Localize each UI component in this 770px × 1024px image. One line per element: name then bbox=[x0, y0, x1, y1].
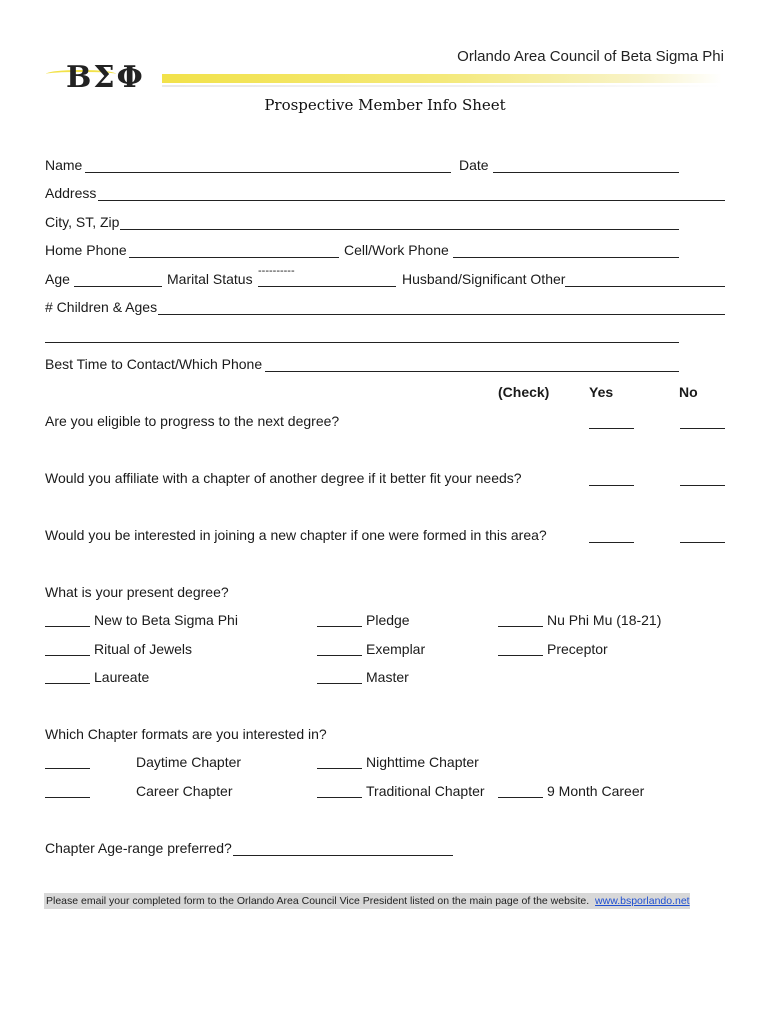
format-nighttime-blank[interactable] bbox=[317, 768, 362, 769]
format-traditional-blank[interactable] bbox=[317, 797, 362, 798]
logo-gray-bar bbox=[162, 85, 722, 87]
age-field[interactable] bbox=[74, 286, 162, 287]
best-time-field[interactable] bbox=[265, 371, 679, 372]
format-career-label: Career Chapter bbox=[136, 783, 233, 799]
degree-nu-phi-mu-label: Nu Phi Mu (18-21) bbox=[547, 612, 662, 628]
affiliate-no-blank[interactable] bbox=[680, 485, 725, 486]
organization-name: Orlando Area Council of Beta Sigma Phi bbox=[457, 48, 724, 65]
age-range-label: Chapter Age-range preferred? bbox=[45, 840, 232, 856]
name-label: Name bbox=[45, 157, 83, 173]
format-9-month-blank[interactable] bbox=[498, 797, 543, 798]
degree-new-label: New to Beta Sigma Phi bbox=[94, 612, 238, 628]
yes-header: Yes bbox=[589, 384, 614, 400]
home-phone-label: Home Phone bbox=[45, 242, 127, 258]
marital-dashes: ---------- bbox=[258, 265, 295, 277]
eligible-no-blank[interactable] bbox=[680, 428, 725, 429]
question-new-chapter: Would you be interested in joining a new chapter if one were formed in this area? bbox=[45, 527, 547, 543]
degree-master-blank[interactable] bbox=[317, 683, 362, 684]
footer-text: Please email your completed form to the Orlando Area Council Vice President listed on the main page of the website. bbox=[46, 895, 590, 907]
city-field[interactable] bbox=[120, 229, 679, 230]
husband-field[interactable] bbox=[565, 286, 725, 287]
cell-phone-field[interactable] bbox=[453, 257, 679, 258]
address-label: Address bbox=[45, 185, 97, 201]
degree-preceptor-label: Preceptor bbox=[547, 641, 608, 657]
cell-phone-label: Cell/Work Phone bbox=[344, 242, 449, 258]
question-eligible: Are you eligible to progress to the next degree? bbox=[45, 413, 340, 429]
degree-new-blank[interactable] bbox=[45, 626, 90, 627]
degree-ritual-label: Ritual of Jewels bbox=[94, 641, 193, 657]
children-field[interactable] bbox=[158, 314, 725, 315]
question-affiliate: Would you affiliate with a chapter of another degree if it better fit your needs? bbox=[45, 470, 522, 486]
logo-letters: ΒΣΦ bbox=[66, 60, 145, 95]
degree-exemplar-label: Exemplar bbox=[366, 641, 426, 657]
format-daytime-label: Daytime Chapter bbox=[136, 754, 242, 770]
check-header: (Check) bbox=[498, 384, 550, 400]
degree-master-label: Master bbox=[366, 669, 409, 685]
degree-laureate-blank[interactable] bbox=[45, 683, 90, 684]
date-label: Date bbox=[459, 157, 489, 173]
degree-pledge-label: Pledge bbox=[366, 612, 410, 628]
logo-yellow-bar bbox=[162, 74, 722, 83]
format-nighttime-label: Nighttime Chapter bbox=[366, 754, 479, 770]
home-phone-field[interactable] bbox=[129, 257, 339, 258]
degree-preceptor-blank[interactable] bbox=[498, 655, 543, 656]
format-traditional-label: Traditional Chapter bbox=[366, 783, 485, 799]
degree-ritual-blank[interactable] bbox=[45, 655, 90, 656]
new-chapter-no-blank[interactable] bbox=[680, 542, 725, 543]
no-header: No bbox=[679, 384, 698, 400]
degree-pledge-blank[interactable] bbox=[317, 626, 362, 627]
marital-label: Marital Status bbox=[167, 271, 253, 287]
best-time-label: Best Time to Contact/Which Phone bbox=[45, 356, 263, 372]
format-9-month-label: 9 Month Career bbox=[547, 783, 645, 799]
page-title: Prospective Member Info Sheet bbox=[264, 96, 506, 114]
date-field[interactable] bbox=[493, 172, 679, 173]
formats-prompt: Which Chapter formats are you interested in? bbox=[45, 726, 327, 742]
website-link[interactable]: www.bsporlando.net bbox=[595, 895, 690, 907]
eligible-yes-blank[interactable] bbox=[589, 428, 634, 429]
husband-label: Husband/Significant Other bbox=[402, 271, 566, 287]
degree-laureate-label: Laureate bbox=[94, 669, 150, 685]
marital-field[interactable] bbox=[258, 286, 396, 287]
age-range-field[interactable] bbox=[233, 855, 453, 856]
children-field-continued[interactable] bbox=[45, 342, 679, 343]
name-field[interactable] bbox=[85, 172, 451, 173]
affiliate-yes-blank[interactable] bbox=[589, 485, 634, 486]
beta-sigma-phi-logo bbox=[46, 60, 726, 96]
format-career-blank[interactable] bbox=[45, 797, 90, 798]
age-label: Age bbox=[45, 271, 70, 287]
address-field[interactable] bbox=[98, 200, 725, 201]
format-daytime-blank[interactable] bbox=[45, 768, 90, 769]
degree-nu-phi-mu-blank[interactable] bbox=[498, 626, 543, 627]
degree-prompt: What is your present degree? bbox=[45, 584, 229, 600]
children-label: # Children & Ages bbox=[45, 299, 158, 315]
footer-note bbox=[44, 893, 690, 909]
degree-exemplar-blank[interactable] bbox=[317, 655, 362, 656]
new-chapter-yes-blank[interactable] bbox=[589, 542, 634, 543]
city-label: City, ST, Zip bbox=[45, 214, 120, 230]
